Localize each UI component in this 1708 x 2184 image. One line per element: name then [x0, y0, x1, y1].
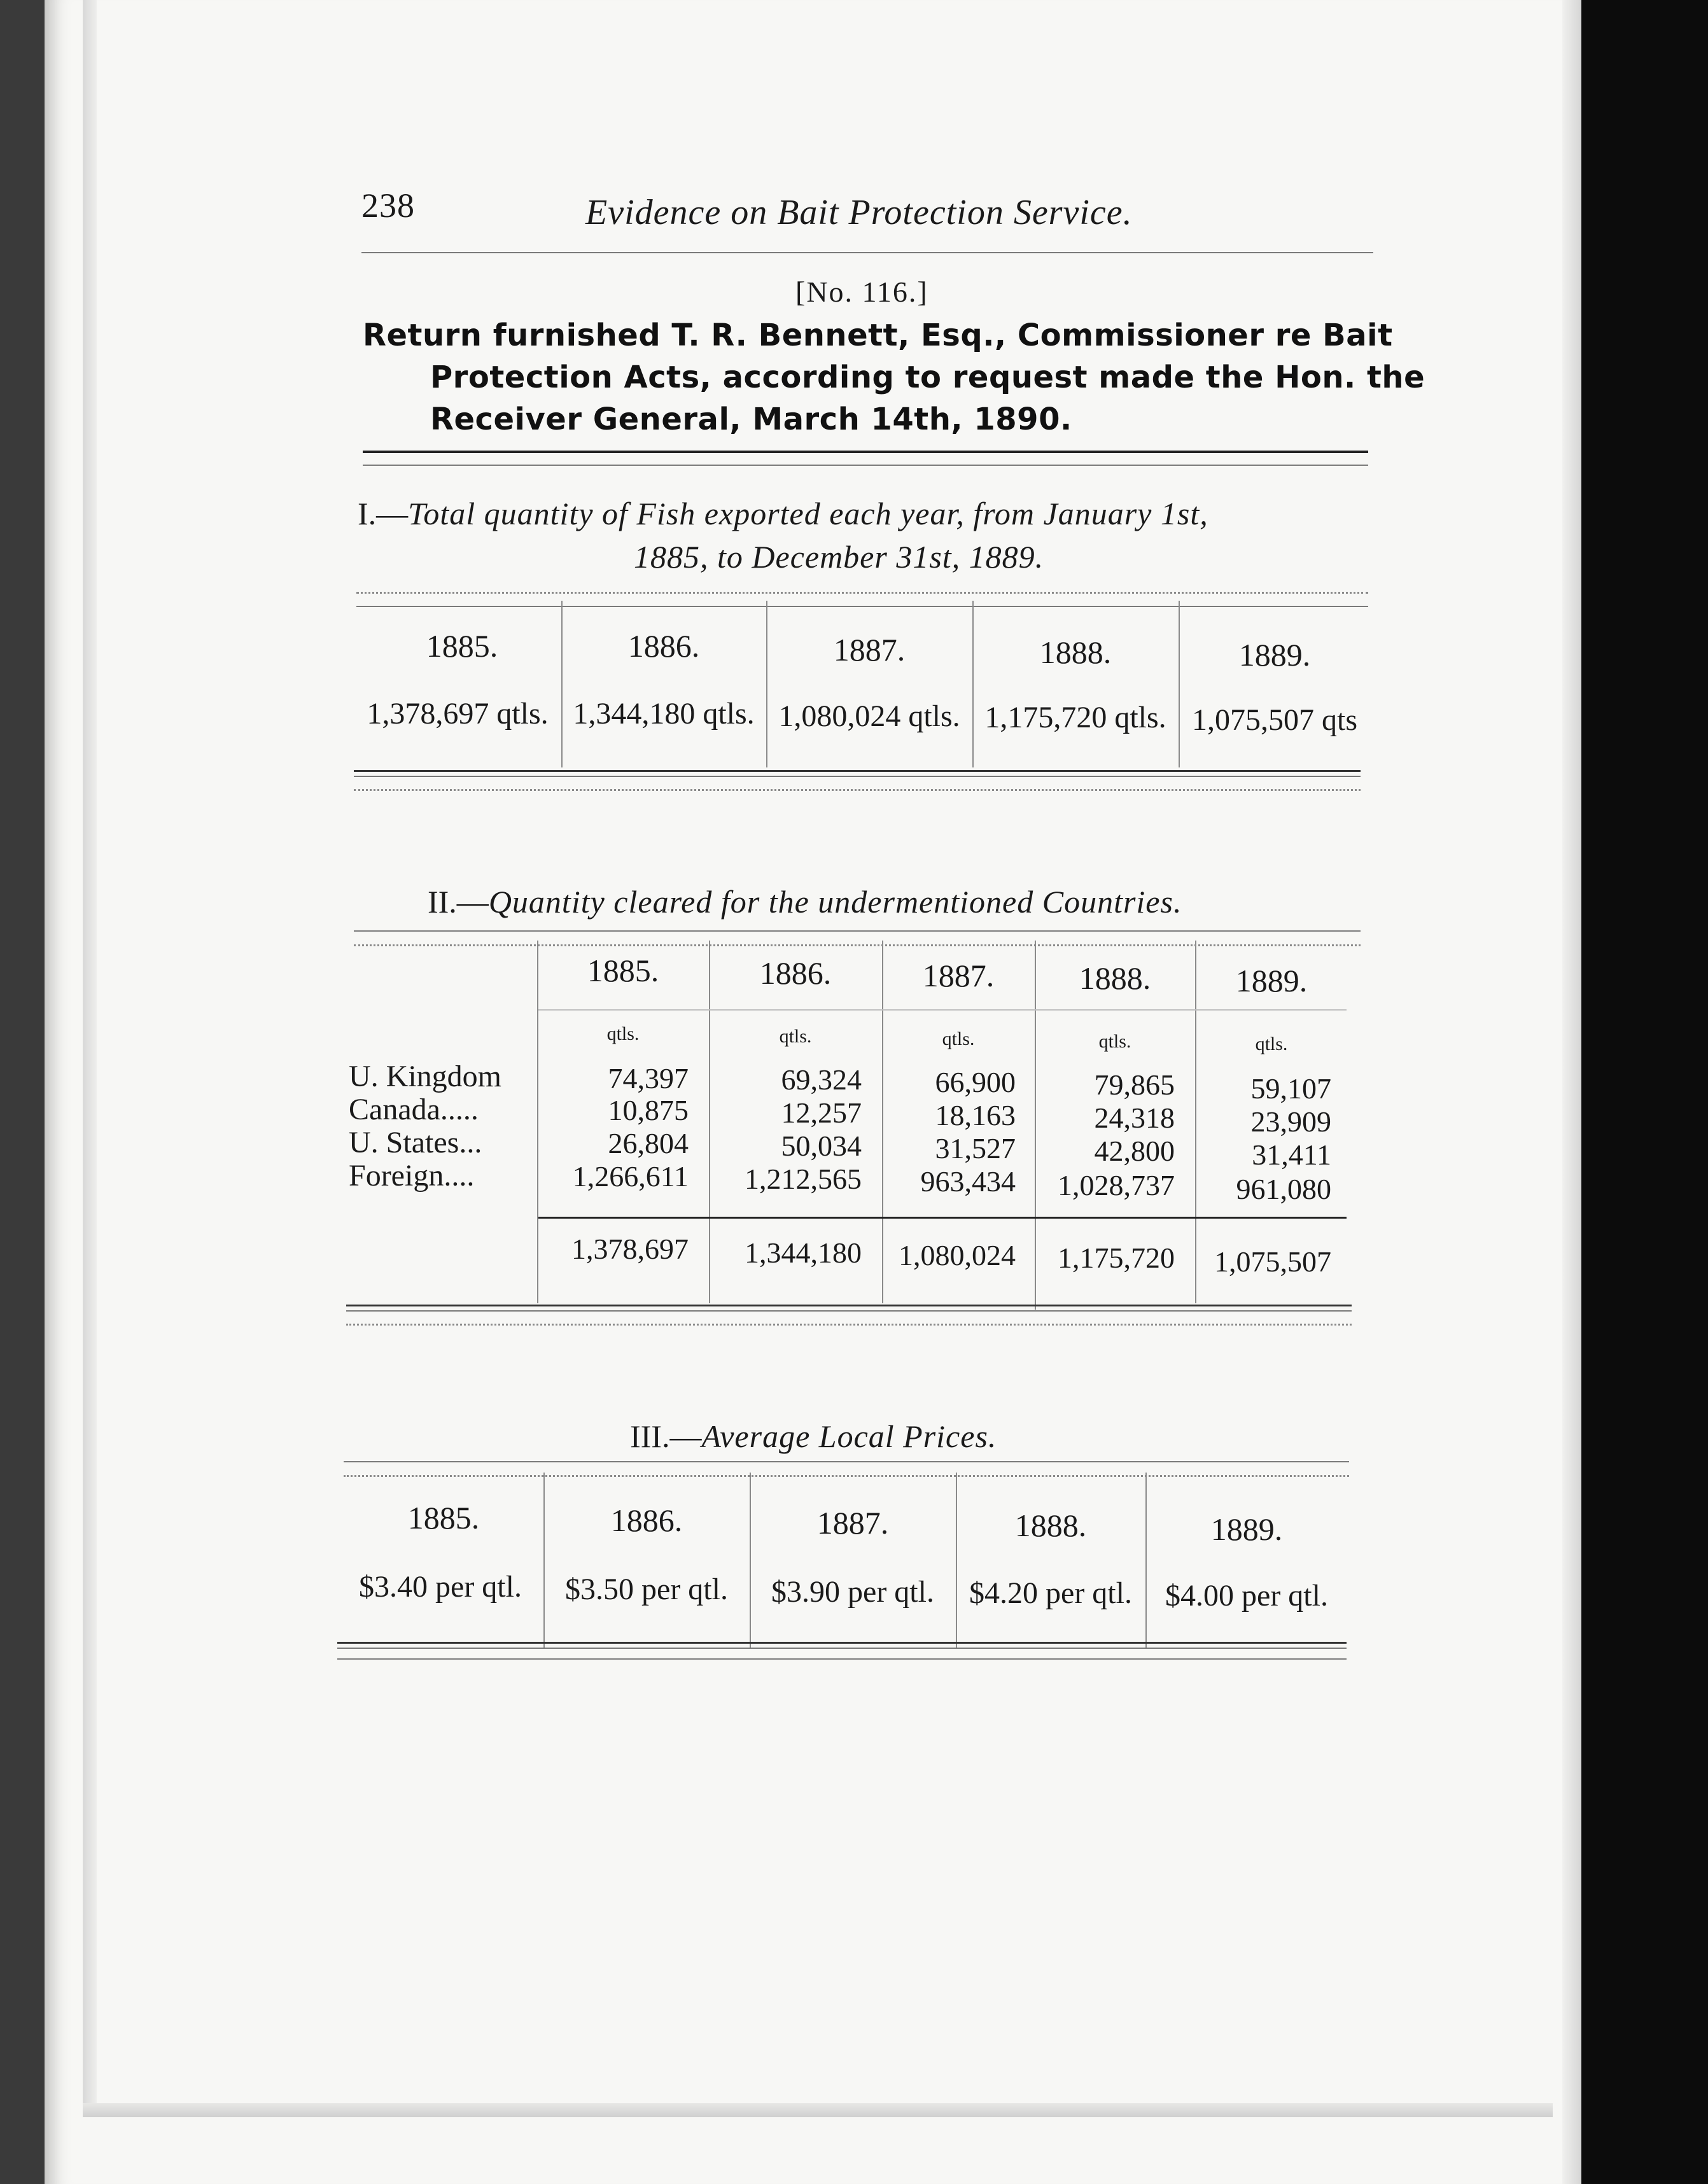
section-2-heading-text: Quantity cleared for the undermentioned Countries. [488, 884, 1182, 920]
section-1-heading [358, 493, 1208, 535]
section-3-rule-bottom [337, 1642, 1347, 1649]
s3-year: 1885. [407, 1500, 480, 1536]
s2-unit: qtls. [942, 1028, 975, 1049]
s1-value: 1,378,697 qtls. [367, 697, 549, 731]
s1-year: 1889. [1238, 637, 1311, 673]
s2-cell: 50,034 [781, 1130, 862, 1162]
s3-col-divider [1145, 1473, 1147, 1648]
section-2-rule-bottom-2 [346, 1324, 1352, 1326]
title-rule-top [363, 451, 1368, 453]
s1-year: 1886. [627, 628, 700, 664]
s2-year: 1888. [1079, 960, 1151, 996]
section-1-heading-line-1: Total quantity of Fish exported each year, from January 1st, [408, 496, 1208, 531]
section-1-rule-bottom [354, 770, 1361, 777]
s1-value: 1,075,507 qts [1191, 703, 1357, 737]
section-1-heading-cont [634, 536, 1044, 578]
s2-row-label: U. States... [349, 1126, 482, 1159]
s2-cell: 42,800 [1094, 1135, 1175, 1167]
s2-total: 1,344,180 [745, 1236, 862, 1269]
section-3-rule-bottom-2 [337, 1658, 1347, 1660]
s3-col-divider [750, 1473, 751, 1648]
s2-cell: 963,434 [920, 1165, 1016, 1198]
s2-total: 1,378,697 [571, 1233, 689, 1265]
s3-year: 1887. [816, 1505, 889, 1541]
section-1-heading-line-2: 1885, to December 31st, 1889. [634, 539, 1044, 575]
s2-cell: 59,107 [1250, 1072, 1331, 1105]
header-rule [361, 252, 1373, 253]
document-number: [No. 116.] [795, 276, 928, 308]
s2-row-label: Foreign.... [349, 1159, 475, 1193]
s2-total: 1,080,024 [899, 1239, 1016, 1271]
s2-cell: 26,804 [608, 1127, 689, 1159]
s2-cell: 69,324 [781, 1063, 862, 1096]
s2-cell: 961,080 [1236, 1173, 1331, 1205]
s3-value: $4.20 per qtl. [969, 1576, 1132, 1610]
s1-col-divider [1179, 601, 1180, 767]
running-title: Evidence on Bait Protection Service. [585, 193, 1133, 232]
s1-col-divider [972, 601, 974, 767]
section-2-rule-top [354, 930, 1361, 932]
s3-value: $3.40 per qtl. [359, 1570, 522, 1604]
s2-unit: qtls. [779, 1026, 812, 1047]
s2-cell: 1,266,611 [572, 1160, 689, 1193]
section-3-rule-top-2 [344, 1475, 1349, 1477]
section-2-heading [428, 881, 1182, 923]
return-title-line-3: Receiver General, March 14th, 1890. [430, 402, 1072, 437]
page-edge-left [83, 0, 97, 2113]
page-edge-right [1562, 0, 1581, 2184]
s2-col-divider [537, 941, 538, 1303]
s2-cell: 18,163 [935, 1099, 1016, 1131]
s2-cell: 74,397 [608, 1062, 689, 1095]
section-3-heading [630, 1415, 997, 1457]
s1-value: 1,175,720 qtls. [984, 701, 1166, 734]
s3-value: $4.00 per qtl. [1165, 1579, 1328, 1613]
s1-value: 1,080,024 qtls. [778, 699, 960, 733]
s2-col-divider [709, 941, 710, 1303]
s3-year: 1889. [1210, 1511, 1283, 1547]
s2-year: 1886. [759, 955, 832, 991]
s3-year: 1888. [1014, 1508, 1087, 1543]
s1-col-divider [561, 601, 563, 767]
s2-unit: qtls. [1255, 1033, 1288, 1054]
section-3-heading-text: Average Local Prices. [701, 1418, 997, 1454]
s2-total: 1,175,720 [1058, 1242, 1175, 1274]
section-3-numeral: III.— [630, 1418, 702, 1454]
s3-year: 1886. [610, 1502, 683, 1538]
s2-cell: 23,909 [1250, 1105, 1331, 1138]
s2-year: 1889. [1235, 963, 1308, 998]
section-3-rule-top [344, 1461, 1349, 1462]
section-2-numeral: II.— [428, 884, 489, 920]
s2-cell: 12,257 [781, 1096, 862, 1129]
s1-year: 1888. [1039, 634, 1112, 670]
section-2-rule-bottom [346, 1305, 1352, 1312]
s3-col-divider [543, 1473, 545, 1648]
s3-col-divider [956, 1473, 957, 1648]
s2-cell: 31,411 [1252, 1138, 1331, 1171]
s2-year-underline [538, 1009, 1347, 1011]
s2-cell: 1,028,737 [1058, 1169, 1175, 1201]
title-rule-bottom [363, 465, 1368, 466]
return-title-line-1: Return furnished T. R. Bennett, Esq., Commissioner re Bait [363, 318, 1393, 353]
section-1-numeral: I.— [358, 496, 409, 531]
s1-year: 1885. [426, 628, 498, 664]
s2-total: 1,075,507 [1214, 1245, 1331, 1278]
section-1-rule-top-2 [356, 606, 1368, 607]
s1-col-divider [766, 601, 767, 767]
s2-row-label: Canada..... [349, 1093, 479, 1126]
s2-unit: qtls. [1098, 1031, 1131, 1052]
s3-value: $3.90 per qtl. [771, 1575, 934, 1609]
page-number: 238 [361, 186, 415, 225]
s2-cell: 31,527 [935, 1132, 1016, 1165]
s2-year: 1887. [922, 958, 995, 993]
s2-cell: 1,212,565 [745, 1163, 862, 1195]
s2-cell: 10,875 [608, 1094, 689, 1126]
s1-value: 1,344,180 qtls. [573, 697, 755, 731]
s1-year: 1887. [833, 632, 906, 668]
s3-value: $3.50 per qtl. [565, 1572, 728, 1606]
return-title-line-2: Protection Acts, according to request made the Hon. the [430, 360, 1425, 395]
s2-cell: 66,900 [935, 1066, 1016, 1098]
s2-unit: qtls. [606, 1023, 640, 1044]
s2-cell: 79,865 [1094, 1068, 1175, 1101]
s2-year: 1885. [587, 953, 659, 988]
s2-row-label: U. Kingdom [349, 1060, 501, 1093]
scan-border [1581, 0, 1708, 2184]
page-edge-bottom [83, 2103, 1553, 2117]
section-1-rule-bottom-2 [354, 789, 1361, 791]
section-1-rule-top [356, 592, 1368, 594]
s2-cell: 24,318 [1094, 1102, 1175, 1134]
section-2-rule-top-2 [354, 944, 1361, 946]
s2-total-rule [538, 1217, 1347, 1219]
